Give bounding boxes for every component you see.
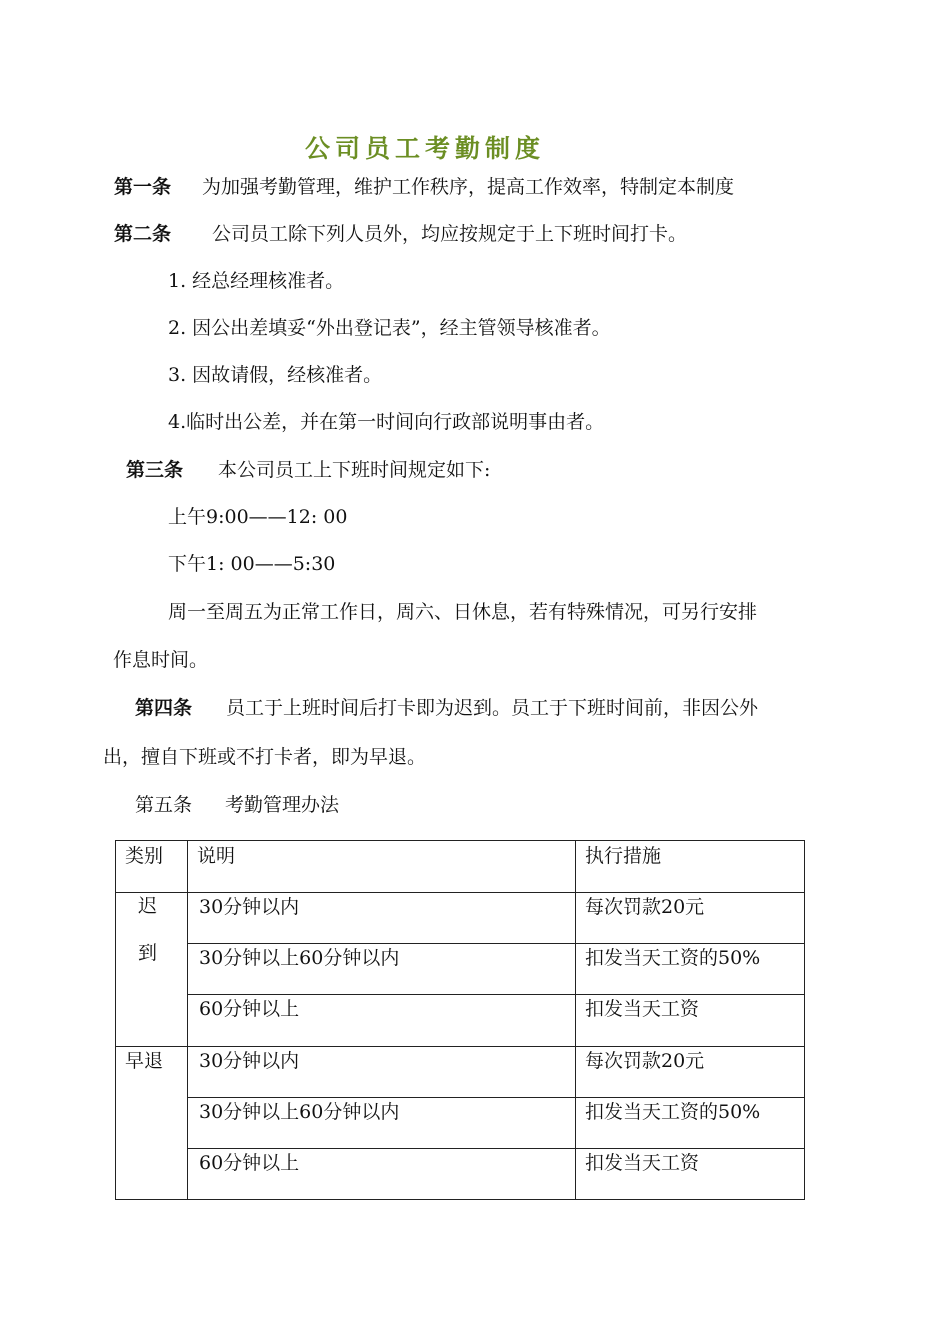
late-row-3-action: 扣发当天工资 xyxy=(585,998,700,1020)
article-1-text: 为加强考勤管理，维护工作秩序，提高工作效率，特制定本制度 xyxy=(202,176,735,198)
category-late-char-1: 迟 xyxy=(138,895,158,917)
document-title: 公司员工考勤制度 xyxy=(304,134,545,163)
article-2-label: 第二条 xyxy=(114,223,172,245)
table-row-divider xyxy=(187,943,804,944)
category-late-char-2: 到 xyxy=(138,942,158,964)
article-1-label: 第一条 xyxy=(114,176,172,198)
table-row-divider xyxy=(187,994,804,995)
article-2-item-3: 3. 因故请假，经核准者。 xyxy=(168,364,383,386)
article-4-line-1: 员工于上班时间后打卡即为迟到。员工于下班时间前，非因公外 xyxy=(226,697,759,719)
article-5-text: 考勤管理办法 xyxy=(225,794,340,816)
late-row-1-desc: 30分钟以内 xyxy=(199,896,300,918)
table-header-category: 类别 xyxy=(125,845,164,867)
attendance-table xyxy=(115,840,805,1200)
article-2-item-4: 4.临时出公差，并在第一时间向行政部说明事由者。 xyxy=(168,411,605,433)
table-row-divider xyxy=(187,1148,804,1149)
article-2-item-1: 1. 经总经理核准者。 xyxy=(168,270,345,292)
table-col-divider xyxy=(575,841,576,1199)
table-row-divider xyxy=(116,1046,804,1047)
early-row-2-desc: 30分钟以上60分钟以内 xyxy=(199,1101,400,1123)
article-2-text: 公司员工除下列人员外，均应按规定于上下班时间打卡。 xyxy=(212,223,688,245)
article-3-label: 第三条 xyxy=(126,459,184,481)
table-row-divider xyxy=(116,892,804,893)
early-row-1-action: 每次罚款20元 xyxy=(585,1050,705,1072)
early-row-2-action: 扣发当天工资的50% xyxy=(585,1101,761,1123)
article-5-label: 第五条 xyxy=(135,794,193,816)
late-row-3-desc: 60分钟以上 xyxy=(199,998,300,1020)
table-col-divider xyxy=(187,841,188,1199)
early-row-3-action: 扣发当天工资 xyxy=(585,1152,700,1174)
article-2-item-2: 2. 因公出差填妥“外出登记表”，经主管领导核准者。 xyxy=(168,317,611,339)
table-header-action: 执行措施 xyxy=(585,845,662,867)
late-row-1-action: 每次罚款20元 xyxy=(585,896,705,918)
morning-hours: 上午9:00——12: 00 xyxy=(168,506,348,528)
late-row-2-desc: 30分钟以上60分钟以内 xyxy=(199,947,400,969)
afternoon-hours: 下午1: 00——5:30 xyxy=(168,553,336,575)
article-4-line-2: 出，擅自下班或不打卡者，即为早退。 xyxy=(103,746,427,768)
early-row-3-desc: 60分钟以上 xyxy=(199,1152,300,1174)
article-3-line-2: 作息时间。 xyxy=(113,649,209,671)
category-early-leave: 早退 xyxy=(125,1050,164,1072)
table-row-divider xyxy=(187,1097,804,1098)
article-3-line-1: 周一至周五为正常工作日，周六、日休息，若有特殊情况，可另行安排 xyxy=(168,601,758,623)
early-row-1-desc: 30分钟以内 xyxy=(199,1050,300,1072)
late-row-2-action: 扣发当天工资的50% xyxy=(585,947,761,969)
article-4-label: 第四条 xyxy=(135,697,193,719)
table-header-description: 说明 xyxy=(197,845,236,867)
article-3-text: 本公司员工上下班时间规定如下: xyxy=(218,459,491,481)
